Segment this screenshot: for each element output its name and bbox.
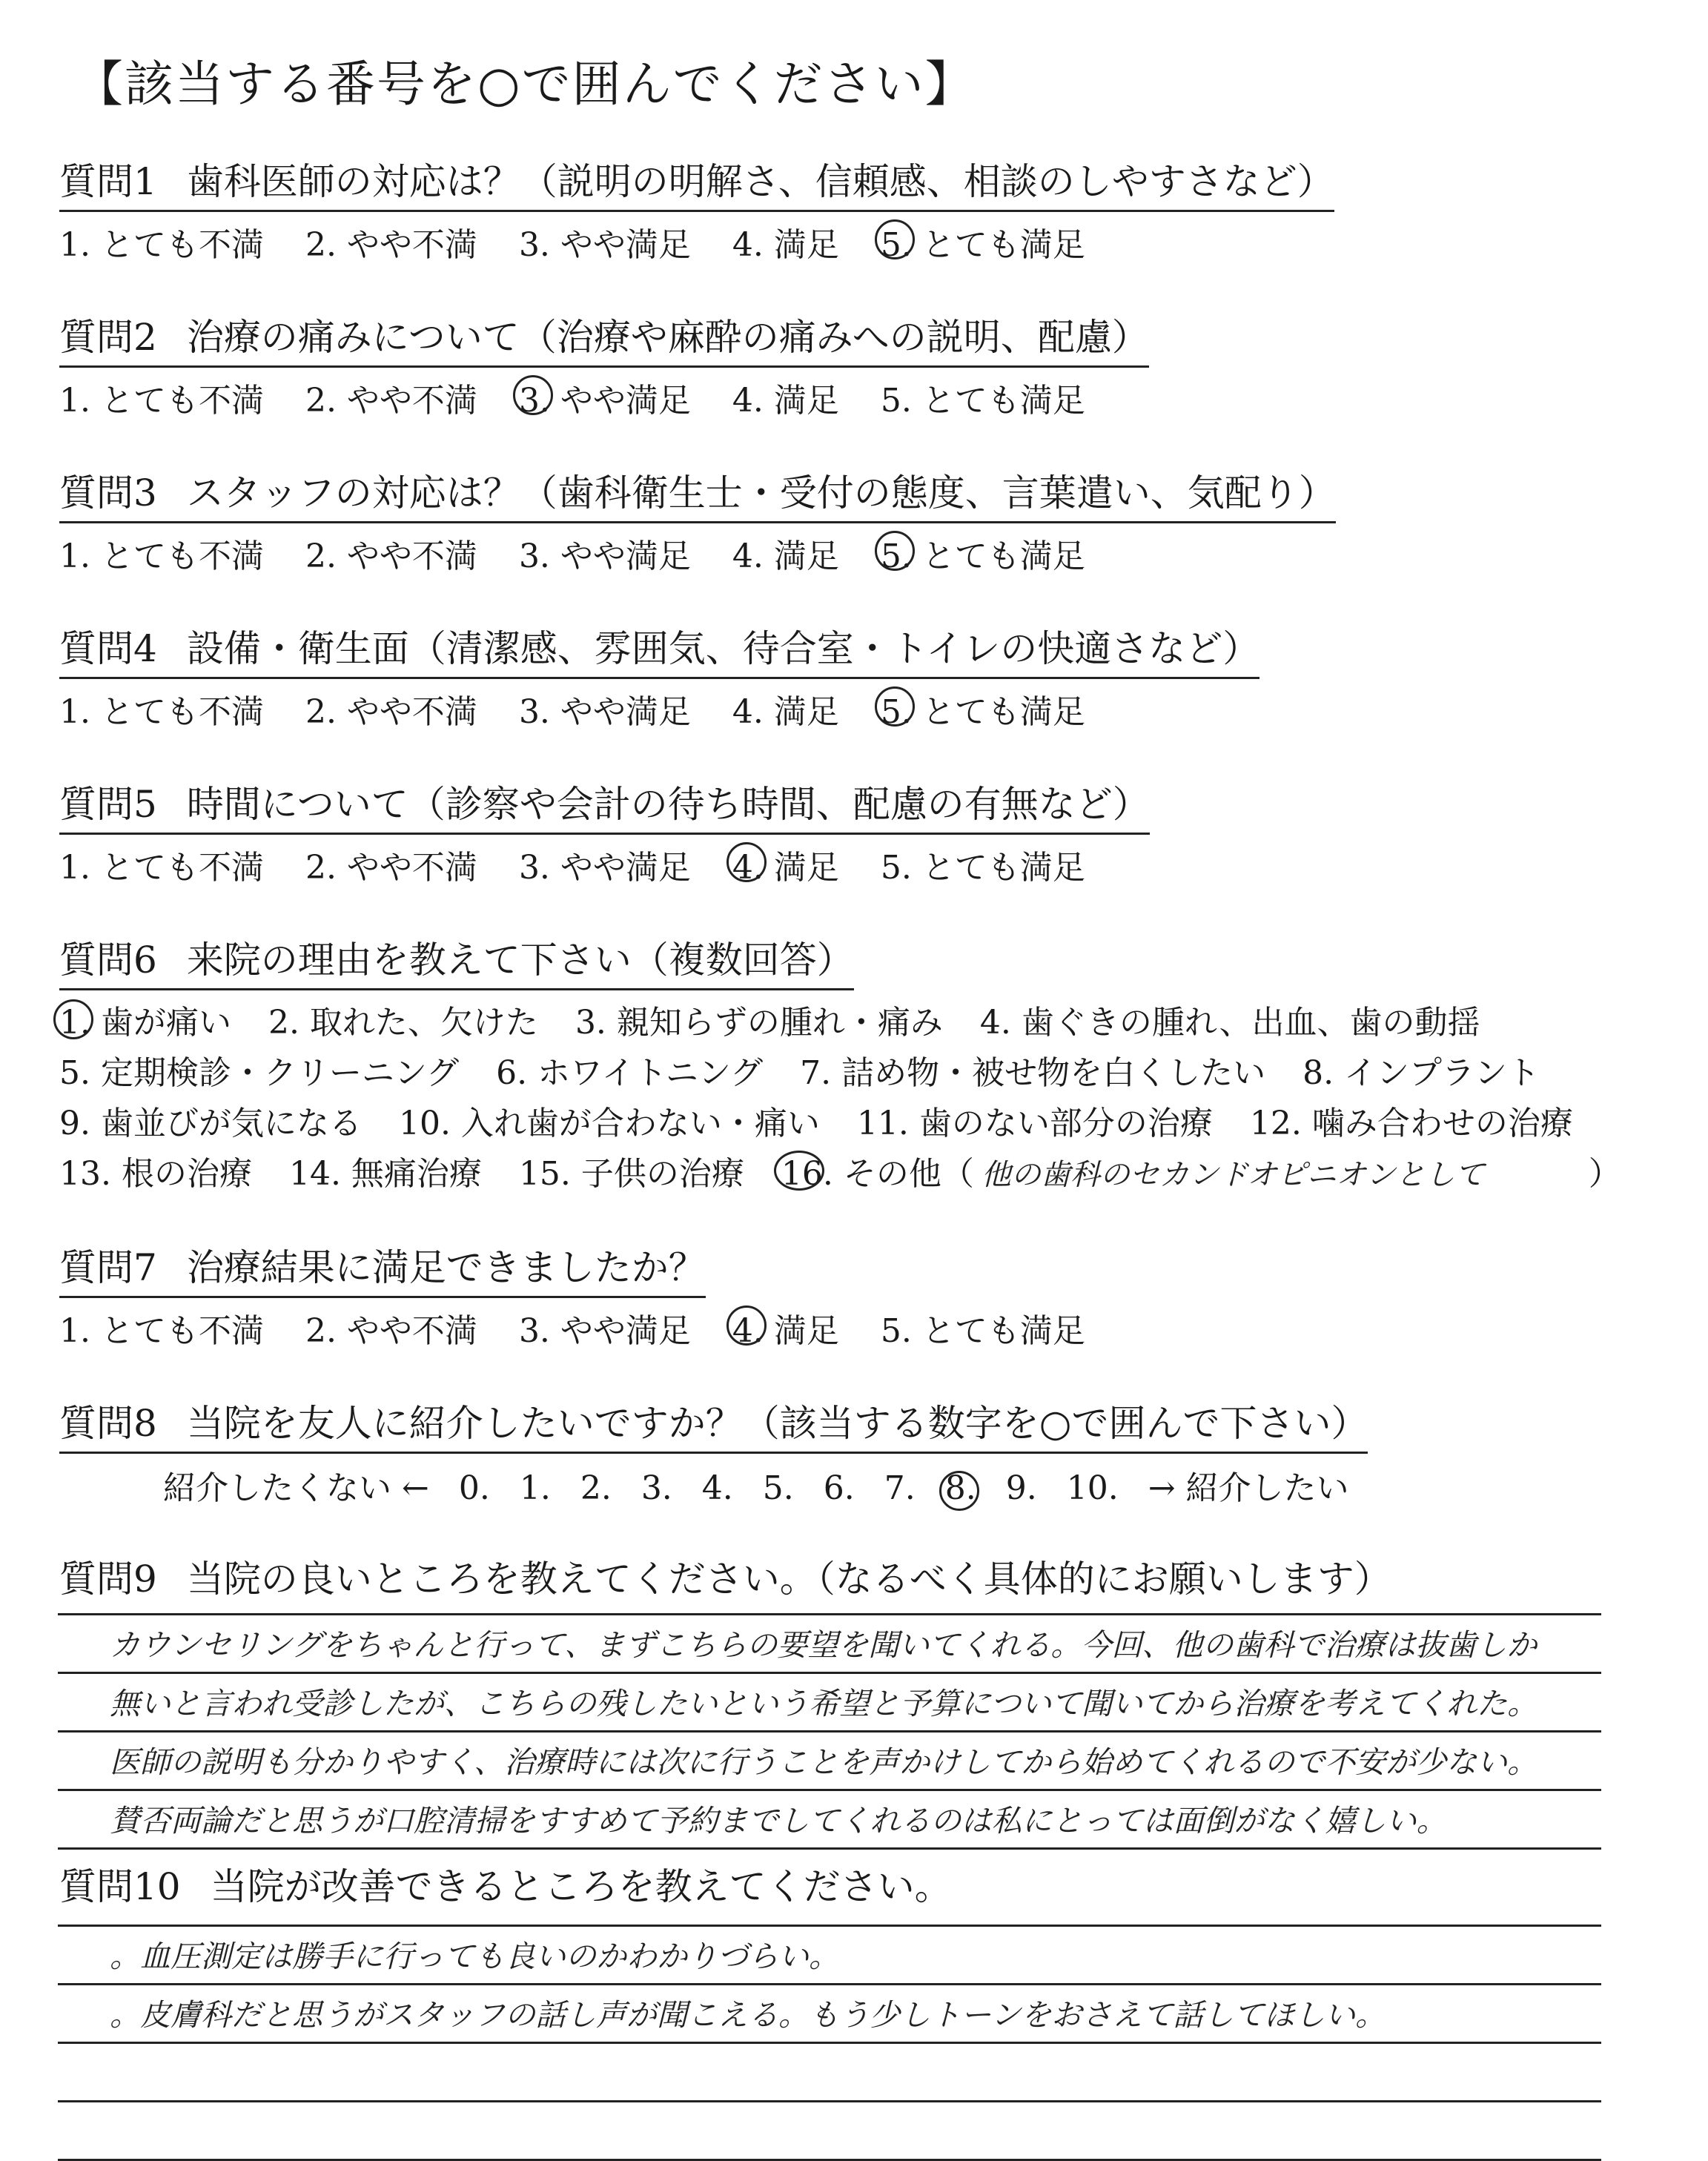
q2-option-4[interactable]: 4. 満足 <box>732 382 839 420</box>
q5-option-3[interactable]: 3. やや満足 <box>518 849 691 887</box>
q10-answer-line-1 <box>58 1868 1601 1927</box>
q6-option-1[interactable]: 1. 歯が痛い <box>59 998 231 1048</box>
q8-option-5[interactable]: 5. <box>762 1469 794 1507</box>
question-9-number: 質問9 <box>59 1558 157 1601</box>
question-10-number: 質問10 <box>59 1865 181 1908</box>
q9-answer-line-3 <box>58 1674 1601 1733</box>
q6-row-1 <box>59 998 1621 1048</box>
question-8-text: 当院を友人に紹介したいですか？（該当する数字を○で囲んで下さい） <box>186 1402 1368 1445</box>
q6-option-14[interactable]: 14. 無痛治療 <box>288 1155 482 1193</box>
q6-option-8[interactable]: 8. インプラント <box>1302 1054 1540 1092</box>
question-10-text: 当院が改善できるところを教えてください。 <box>210 1865 952 1908</box>
question-3-heading <box>59 463 1336 523</box>
q7-option-3[interactable]: 3. やや満足 <box>518 1312 691 1350</box>
q10-answer-line-5 <box>58 2102 1601 2161</box>
q6-other-answer[interactable]: 他の歯科のセカンドオピニオンとして <box>981 1158 1485 1192</box>
q6-option-16[interactable]: 16. その他（ <box>781 1149 974 1199</box>
question-2 <box>59 308 1149 421</box>
q9-answer-line-5 <box>58 1791 1601 1850</box>
q6-row-4 <box>59 1149 1621 1200</box>
q8-left-label: 紹介したくない ← <box>163 1469 429 1507</box>
question-9-answer-area[interactable] <box>58 1557 1601 1850</box>
question-8-scale <box>59 1461 1379 1509</box>
q6-option-5[interactable]: 5. 定期検診・クリーニング <box>59 1054 460 1092</box>
question-7-text: 治療結果に満足できましたか？ <box>186 1246 706 1289</box>
question-9-text: 当院の良いところを教えてください。（なるべく具体的にお願いします） <box>186 1558 1391 1601</box>
question-10-answer-area[interactable] <box>58 1868 1601 2161</box>
question-5-number: 質問5 <box>59 783 157 826</box>
question-3 <box>59 463 1336 577</box>
q10-answer-line-3 <box>58 1985 1601 2044</box>
q7-option-4[interactable]: 4. 満足 <box>732 1304 839 1351</box>
question-2-heading <box>59 308 1149 368</box>
q9-answer-line-2 <box>58 1615 1601 1674</box>
q2-option-2[interactable]: 2. やや不満 <box>305 382 477 420</box>
question-1 <box>59 152 1334 265</box>
q8-option-4[interactable]: 4. <box>701 1469 733 1507</box>
q3-option-5[interactable]: 5. とても満足 <box>881 529 1085 577</box>
q10-answer-text-2: 。皮膚科だと思うがスタッフの話し声が聞こえる。もう少しトーンをおさえて話してほしい。 <box>110 1997 1386 2033</box>
q6-option-9[interactable]: 9. 歯並びが気になる <box>59 1105 362 1142</box>
q2-option-5[interactable]: 5. とても満足 <box>880 382 1085 420</box>
q8-option-6[interactable]: 6. <box>823 1469 855 1507</box>
question-6-options <box>59 998 1621 1200</box>
question-5-text: 時間について（診察や会計の待ち時間、配慮の有無など） <box>186 783 1150 826</box>
q9-answer-text-4: 賛否両論だと思うが口腔清掃をすすめて予約までしてくれるのは私にとっては面倒がなく嬉しい。 <box>110 1803 1447 1839</box>
q1-option-4[interactable]: 4. 満足 <box>732 226 839 264</box>
q4-option-3[interactable]: 3. やや満足 <box>518 693 691 731</box>
q7-option-1[interactable]: 1. とても不満 <box>59 1312 264 1350</box>
q9-answer-line-1 <box>58 1557 1601 1615</box>
q1-option-5[interactable]: 5. とても満足 <box>881 218 1085 265</box>
question-2-number: 質問2 <box>59 316 157 359</box>
q10-answer-line-4 <box>58 2044 1601 2102</box>
question-7 <box>59 1238 1127 1351</box>
q8-option-8[interactable]: 8. <box>944 1469 976 1507</box>
q6-option-2[interactable]: 2. 取れた、欠けた <box>268 1004 538 1042</box>
q6-option-6[interactable]: 6. ホワイトニング <box>496 1054 764 1092</box>
q5-option-2[interactable]: 2. やや不満 <box>305 849 477 887</box>
question-8 <box>59 1394 1379 1509</box>
q5-option-4[interactable]: 4. 満足 <box>732 841 839 888</box>
q6-option-7[interactable]: 7. 詰め物・被せ物を白くしたい <box>800 1054 1266 1092</box>
q4-option-2[interactable]: 2. やや不満 <box>305 693 477 731</box>
q6-option-3[interactable]: 3. 親知らずの腫れ・痛み <box>575 1004 943 1042</box>
q6-option-12[interactable]: 12. 噛み合わせの治療 <box>1249 1105 1573 1142</box>
q1-option-1[interactable]: 1. とても不満 <box>59 226 264 264</box>
q6-row-3 <box>59 1099 1621 1149</box>
q2-option-1[interactable]: 1. とても不満 <box>59 382 264 420</box>
q8-option-3[interactable]: 3. <box>640 1469 672 1507</box>
q3-option-3[interactable]: 3. やや満足 <box>518 537 691 575</box>
question-8-heading <box>59 1394 1368 1454</box>
q8-right-label: → 紹介したい <box>1148 1469 1349 1507</box>
question-4-options <box>59 685 1260 732</box>
q8-option-2[interactable]: 2. <box>580 1469 612 1507</box>
question-3-options <box>59 529 1336 577</box>
q5-option-5[interactable]: 5. とても満足 <box>880 849 1085 887</box>
q6-option-13[interactable]: 13. 根の治療 <box>59 1155 252 1193</box>
question-5 <box>59 775 1150 888</box>
question-7-number: 質問7 <box>59 1246 157 1289</box>
question-1-heading <box>59 152 1334 212</box>
q6-option-10[interactable]: 10. 入れ歯が合わない・痛い <box>398 1105 820 1142</box>
q9-answer-line-4 <box>58 1733 1601 1791</box>
question-4-number: 質問4 <box>59 627 157 670</box>
q8-option-7[interactable]: 7. <box>884 1469 916 1507</box>
q8-option-1[interactable]: 1. <box>519 1469 551 1507</box>
q6-option-11[interactable]: 11. 歯のない部分の治療 <box>856 1105 1213 1142</box>
question-1-text: 歯科医師の対応は？（説明の明解さ、信頼感、相談のしやすさなど） <box>186 160 1334 203</box>
question-6 <box>59 930 1621 1200</box>
q7-option-2[interactable]: 2. やや不満 <box>305 1312 477 1350</box>
q8-option-0[interactable]: 0. <box>458 1469 490 1507</box>
question-4-text: 設備・衛生面（清潔感、雰囲気、待合室・トイレの快適さなど） <box>186 627 1260 670</box>
q4-option-5[interactable]: 5. とても満足 <box>881 685 1085 732</box>
q9-answer-text-2: 無いと言われ受診したが、こちらの残したいという希望と予算について聞いてから治療を考えてくれた。 <box>110 1686 1538 1721</box>
page-title: 【該当する番号を○で囲んでください】 <box>74 56 976 113</box>
q5-option-1[interactable]: 1. とても不満 <box>59 849 264 887</box>
q4-option-4[interactable]: 4. 満足 <box>732 693 839 731</box>
q4-option-1[interactable]: 1. とても不満 <box>59 693 264 731</box>
question-3-number: 質問3 <box>59 471 157 514</box>
question-5-heading <box>59 775 1150 835</box>
q8-option-10[interactable]: 10. <box>1066 1469 1119 1507</box>
q6-row-2 <box>59 1048 1621 1099</box>
question-7-heading <box>59 1238 706 1298</box>
question-4 <box>59 619 1260 732</box>
q3-option-2[interactable]: 2. やや不満 <box>305 537 477 575</box>
q10-answer-line-2 <box>58 1927 1601 1985</box>
q3-option-1[interactable]: 1. とても不満 <box>59 537 264 575</box>
q9-answer-text-3: 医師の説明も分かりやすく、治療時には次に行うことを声かけしてから始めてくれるので不安が少ない。 <box>110 1744 1538 1780</box>
q6-option-15[interactable]: 15. 子供の治療 <box>518 1155 744 1193</box>
q6-option-4[interactable]: 4. 歯ぐきの腫れ、出血、歯の動揺 <box>979 1004 1480 1042</box>
q3-option-4[interactable]: 4. 満足 <box>732 537 839 575</box>
question-8-number: 質問8 <box>59 1402 157 1445</box>
q10-answer-text-1: 。血圧測定は勝手に行っても良いのかわかりづらい。 <box>110 1939 839 1974</box>
q2-option-3[interactable]: 3. やや満足 <box>519 374 691 421</box>
question-4-heading <box>59 619 1260 679</box>
q6-other-close: ） <box>1588 1155 1621 1193</box>
q8-option-9[interactable]: 9. <box>1005 1469 1037 1507</box>
q1-option-3[interactable]: 3. やや満足 <box>518 226 691 264</box>
question-6-heading <box>59 930 854 990</box>
q9-answer-text-1: カウンセリングをちゃんと行って、まずこちらの要望を聞いてくれる。今回、他の歯科で治療は抜歯しか <box>110 1627 1537 1663</box>
question-7-options <box>59 1304 1127 1351</box>
question-5-options <box>59 841 1150 888</box>
question-2-options <box>59 374 1149 421</box>
q1-option-2[interactable]: 2. やや不満 <box>305 226 477 264</box>
question-2-text: 治療の痛みについて（治療や麻酔の痛みへの説明、配慮） <box>186 316 1149 359</box>
q7-option-5[interactable]: 5. とても満足 <box>880 1312 1085 1350</box>
question-3-text: スタッフの対応は？（歯科衛生士・受付の態度、言葉遣い、気配り） <box>186 471 1336 514</box>
question-6-text: 来院の理由を教えて下さい（複数回答） <box>186 939 854 982</box>
question-6-number: 質問6 <box>59 939 157 982</box>
question-1-number: 質問1 <box>59 160 157 203</box>
question-1-options <box>59 218 1334 265</box>
